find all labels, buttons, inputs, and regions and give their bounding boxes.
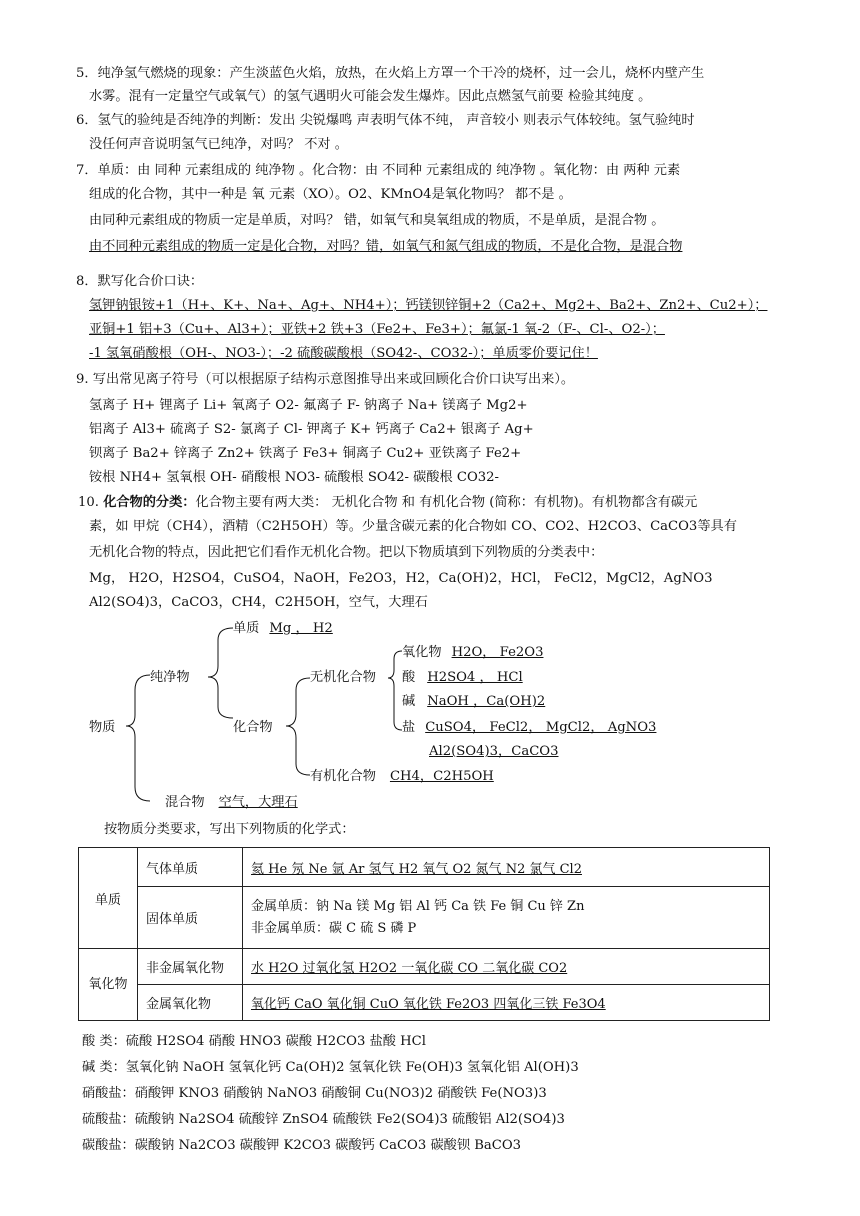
ions-row3: 钡离子 Ba2+ 锌离子 Zn2+ 铁离子 Fe3+ 铜离子 Cu2+ 亚铁离子 Fe2+ [89,446,522,461]
nitrate-formulas: 硝酸盐：硝酸钾 KNO3 硝酸钠 NaNO3 硝酸铜 Cu(NO3)2 硝酸铁 Fe(NO3)3 [82,1086,547,1101]
tree-salt [402,720,666,736]
salt-label: 盐 [402,720,416,735]
oxide-answer: H2O， Fe2O3 [451,645,544,660]
item8-title: 8．默写化合价口诀： [76,274,204,289]
tree-acid [402,670,535,686]
carbonate-formulas: 碳酸盐：碳酸钠 Na2CO3 碳酸钾 K2CO3 碳酸钙 CaCO3 碳酸钡 BaCO3 [82,1138,522,1153]
tree-salt-continued [415,744,572,760]
item7-line2: 组成的化合物，其中一种是 氧 元素（XO）。O2、KMnO4是氧化物吗？ 都不是 。 [89,187,572,202]
mixture-label: 混合物 [165,795,205,810]
cell-oxides: 氧化物 [79,949,138,1021]
table-row [79,848,770,887]
tree-root: 物质 [89,720,116,735]
item7-line1: 7．单质：由 同种 元素组成的 纯净物 。化合物：由 不同种 元素组成的 纯净物 。氧化物：由 两种 元素 [76,163,681,178]
cell-elements: 单质 [79,848,138,949]
cell-metal-oxide-answer [243,985,770,1021]
base-label: 碱 [402,694,416,709]
item10-line3: 无机化合物的特点，因此把它们看作无机化合物。把以下物质填到下列物质的分类表中： [89,545,604,560]
classification-table [78,847,770,1021]
item8-line1: 氢钾钠银铵+1（H+、K+、Na+、Ag+、NH4+）；钙镁钡锌铜+2（Ca2+、Mg2+、Ba2+、Zn2+、Cu2+）； [89,298,768,313]
cell-metal-oxides: 金属氧化物 [138,985,243,1021]
nonmetal-oxides-answer: 水 H2O 过氧化氢 H2O2 一氧化碳 CO 二氧化碳 CO2 [251,961,568,976]
table-intro: 按物质分类要求，写出下列物质的化学式： [104,822,355,837]
item6-line1: 6．氢气的验纯是否纯净的判断：发出 尖锐爆鸣 声表明气体不纯， 声音较小 则表示气体较纯。氢气验纯时 [76,113,695,128]
cell-solid-answer [243,887,770,949]
item8-line2: 亚铜+1 铝+3（Cu+、Al3+）；亚铁+2 铁+3（Fe2+、Fe3+）；氟氯-1 氧-2（F-、Cl-、O2-）； [89,322,665,337]
tree-pure-substance: 纯净物 [150,670,190,685]
organic-answer: CH4，C2H5OH [389,769,494,784]
item10-line2: 素，如 甲烷（CH4），酒精（C2H5OH）等。少量含碳元素的化合物如 CO、CO2、H2CO3、CaCO3等具有 [89,519,737,534]
element-label: 单质 [233,621,260,636]
acid-formulas: 酸 类：硫酸 H2SO4 硝酸 HNO3 碳酸 H2CO3 盐酸 HCl [82,1034,426,1049]
item6-line2: 没任何声音说明氢气已纯净，对吗？ 不对 。 [89,137,348,152]
tree-mixture [165,795,312,811]
ions-row1: 氢离子 H+ 锂离子 Li+ 氧离子 O2- 氟离子 F- 钠离子 Na+ 镁离子 Mg2+ [89,398,528,413]
oxide-label: 氧化物 [402,645,442,660]
table-row [79,985,770,1021]
table-row [79,949,770,985]
base-answer: NaOH ，Ca(OH)2 [427,694,546,709]
cell-gas-answer [243,848,770,887]
ions-row2: 铝离子 Al3+ 硫离子 S2- 氯离子 Cl- 钾离子 K+ 钙离子 Ca2+ 银离子 Ag+ [89,422,534,437]
item5-line2: 水雾。混有一定量空气或氧气）的氢气遇明火可能会发生爆炸。因此点燃氢气前要 检验其纯度 。 [89,89,652,104]
ions-row4: 铵根 NH4+ 氢氧根 OH- 硝酸根 NO3- 硫酸根 SO42- 碳酸根 CO32- [89,470,500,485]
item8-line3: -1 氢氧硝酸根（OH-、NO3-）；-2 硫酸碳酸根（SO42-、CO32-）；单质零价要记住！ [89,346,598,361]
item10-number: 10. [78,495,99,510]
base-formulas: 碱 类：氢氧化钠 NaOH 氢氧化钙 Ca(OH)2 氢氧化铁 Fe(OH)3 氢氧化铝 Al(OH)3 [82,1060,579,1075]
tree-compound: 化合物 [233,720,273,735]
tree-oxide [402,645,553,661]
cell-nonmetal-oxide-answer [243,949,770,985]
item7-line3: 由同种元素组成的物质一定是单质，对吗？ 错，如氧气和臭氧组成的物质，不是单质，是混合物 。 [89,213,665,228]
tree-inorganic: 无机化合物 [310,670,376,685]
metal-oxides-answer: 氧化钙 CaO 氧化铜 CuO 氧化铁 Fe2O3 四氧化三铁 Fe3O4 [251,997,606,1012]
sulfate-formulas: 硫酸盐：硫酸钠 Na2SO4 硫酸锌 ZnSO4 硫酸铁 Fe2(SO4)3 硫酸铝 Al2(SO4)3 [82,1112,565,1127]
item9-title: 9. 写出常见离子符号（可以根据原子结构示意图推导出来或回顾化合价口诀写出来）。 [76,372,575,387]
salt-answer: CuSO4， FeCl2， MgCl2， AgNO3 [425,720,657,735]
substance-list-1: Mg， H2O，H2SO4，CuSO4，NaOH，Fe2O3，H2，Ca(OH)2，HCl， FeCl2，MgCl2，AgNO3 [89,571,713,586]
cell-gas-elements: 气体单质 [138,848,243,887]
substance-list-2: Al2(SO4)3，CaCO3，CH4，C2H5OH，空气，大理石 [89,595,428,610]
item5-line1: 5．纯净氢气燃烧的现象：产生淡蓝色火焰，放热，在火焰上方罩一个干冷的烧杯，过一会儿，烧杯内壁产生 [76,66,705,81]
tree-base [402,694,557,710]
item10-bold-title: 化合物的分类： [103,495,196,510]
item10-line1: 化合物主要有两大类： 无机化合物 和 有机化合物 (简称：有机物)。有机物都含有碳元 [195,495,698,510]
tree-organic [310,769,508,785]
acid-label: 酸 [402,670,416,685]
gas-elements-answer: 氦 He 氖 Ne 氩 Ar 氢气 H2 氧气 O2 氮气 N2 氯气 Cl2 [251,861,582,877]
element-answer: Mg ， H2 [269,621,333,636]
table-row [79,887,770,949]
tree-element [233,621,343,637]
cell-nonmetal-oxides: 非金属氧化物 [138,949,243,985]
organic-label: 有机化合物 [310,769,376,784]
salt-answer-2: Al2(SO4)3，CaCO3 [429,744,559,759]
mixture-answer: 空气，大理石 [218,795,298,810]
metal-elements-answer: 金属单质：钠 Na 镁 Mg 铝 Al 钙 Ca 铁 Fe 铜 Cu 锌 Zn [251,898,585,914]
nonmetal-elements-answer: 非金属单质：碳 C 硫 S 磷 P [251,920,417,936]
cell-solid-elements: 固体单质 [138,887,243,949]
item7-line4: 由不同种元素组成的物质一定是化合物，对吗？错，如氧气和氮气组成的物质，不是化合物，是混合物 [89,239,683,254]
acid-answer: H2SO4 ， HCl [427,670,523,685]
